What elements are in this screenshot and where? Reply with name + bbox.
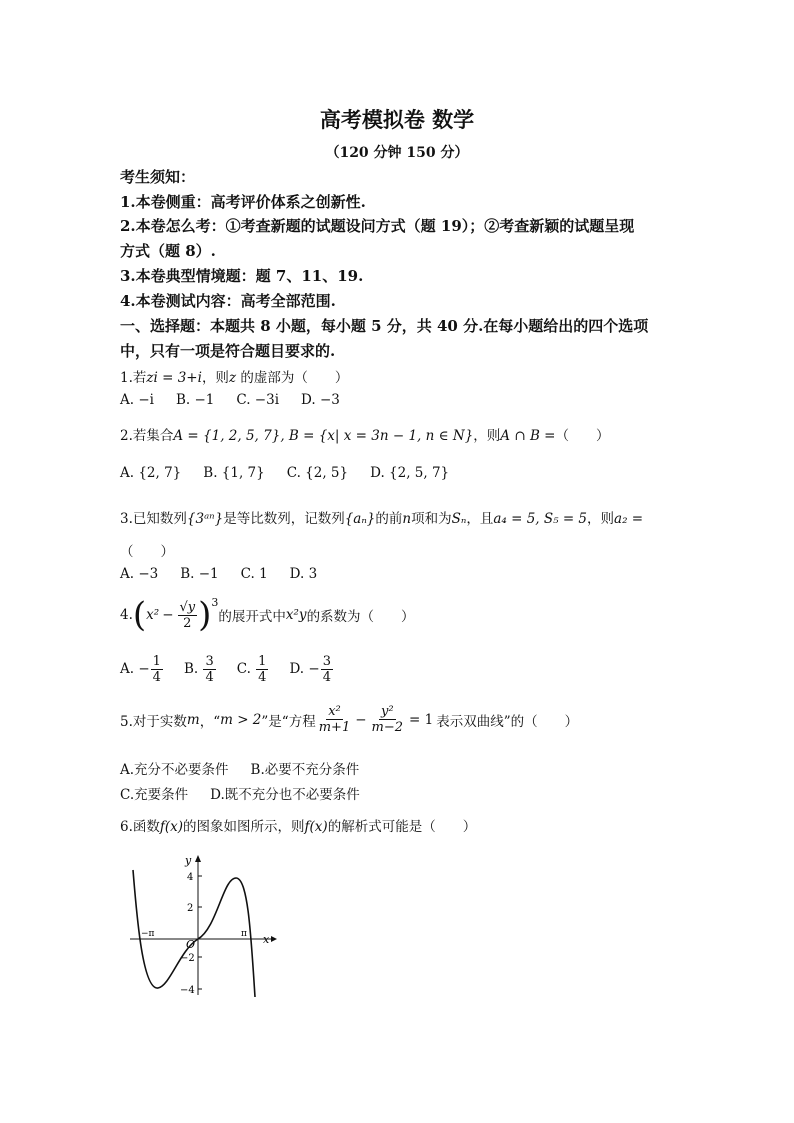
notice-line-2a: 2.本卷怎么考：①考查新题的试题设问方式（题 19）；②考查新颖的试题呈现 (120, 217, 635, 235)
question-1-options (120, 392, 362, 408)
y-axis-arrow-icon (195, 855, 201, 862)
question-3-options (120, 566, 339, 582)
section-heading-line-1: 一、选择题：本题共 8 小题，每小题 5 分，共 40 分.在每小题给出的四个选项 (120, 317, 649, 335)
option-c: C. −3i (236, 392, 280, 408)
option-b: B. $\frac{3}{4}$ (183, 654, 214, 685)
notice-heading: 考生须知： (120, 168, 196, 186)
left-paren: ( (132, 595, 147, 635)
question-3-paren: （ ） (120, 544, 174, 560)
option-d: D. − $\frac{3}{4}$ (289, 654, 331, 685)
question-4-stem: 4. ( x² − $\frac{√y}{2}$ ) 3 的展开式中 x²y 的系数为（ ） (120, 595, 415, 635)
question-1-stem: 1.若zi = 3+i，则z 的虚部为（ ） (120, 370, 349, 386)
question-5-options-row-2 (120, 783, 382, 803)
notice-line-2b: 方式（题 8）. (120, 242, 216, 260)
option-c: C. 1 (240, 566, 268, 582)
option-a: A. {2, 7} (120, 465, 182, 481)
option-a: A. − $\frac{1}{4}$ (120, 654, 161, 685)
x-tick-label: −π (141, 929, 155, 939)
option-d: D. {2, 5, 7} (370, 465, 450, 481)
question-5-options-row-1 (120, 758, 381, 778)
x-axis-arrow-icon (271, 936, 277, 942)
question-3-stem: 3.已知数列{3ᵃⁿ}是等比数列，记数列{aₙ}的前n项和为Sₙ，且a₄ = 5, S₅ = 5，则a₂ = (120, 511, 644, 527)
y-tick-label: 2 (187, 903, 194, 914)
section-heading-line-2: 中，只有一项是符合题目要求的. (120, 342, 336, 360)
option-d: D. −3 (301, 392, 340, 408)
option-d: D.既不充分也不必要条件 (210, 787, 360, 803)
question-4-options (120, 654, 334, 685)
option-b: B. {1, 7} (203, 465, 265, 481)
question-5-stem: 5.对于实数 m ，“ m > 2 ”是“方程 $\frac{\text{x²}}{m+1}$ − $\frac{\text{y²}}{m-2}$ = 1 表示双曲线”的（ ） (120, 704, 579, 735)
option-a: A. −3 (120, 566, 159, 582)
option-b: B.必要不充分条件 (250, 762, 360, 778)
page-title: 高考模拟卷 数学 (319, 107, 475, 132)
option-c: C. {2, 5} (286, 465, 349, 481)
fraction: $\frac{√y}{2}$ (179, 599, 196, 631)
option-a: A.充分不必要条件 (120, 762, 229, 778)
x-axis-label: x (263, 933, 270, 946)
question-6-stem: 6.函数f(x)的图象如图所示，则f(x)的解析式可能是（ ） (120, 819, 477, 835)
y-tick-label: −4 (180, 985, 195, 996)
y-axis-label: y (185, 854, 192, 867)
option-d: D. 3 (289, 566, 318, 582)
option-a: A. −i (120, 392, 154, 408)
function-graph (125, 850, 285, 1000)
question-2-options (120, 465, 471, 481)
y-tick-label: 4 (187, 872, 194, 883)
option-b: B. −1 (180, 566, 219, 582)
notice-line-3: 3.本卷典型情境题：题 7、11、19. (120, 267, 364, 285)
question-2-stem: 2.若集合A = {1, 2, 5, 7}, B = {x| x = 3n − 1, n ∈ N}，则A ∩ B =（ ） (120, 428, 610, 444)
notice-line-1: 1.本卷侧重：高考评价体系之创新性. (120, 193, 366, 211)
notice-line-4: 4.本卷测试内容：高考全部范围. (120, 292, 336, 310)
page-subtitle: （120 分钟 150 分） (325, 145, 469, 161)
x-tick-label: π (241, 929, 247, 939)
right-paren: ) (198, 595, 212, 635)
y-tick-label: −2 (180, 953, 195, 964)
option-c: C. $\frac{1}{4}$ (236, 654, 267, 685)
option-b: B. −1 (175, 392, 215, 408)
origin-label: O (186, 938, 196, 951)
option-c: C.充要条件 (120, 787, 189, 803)
